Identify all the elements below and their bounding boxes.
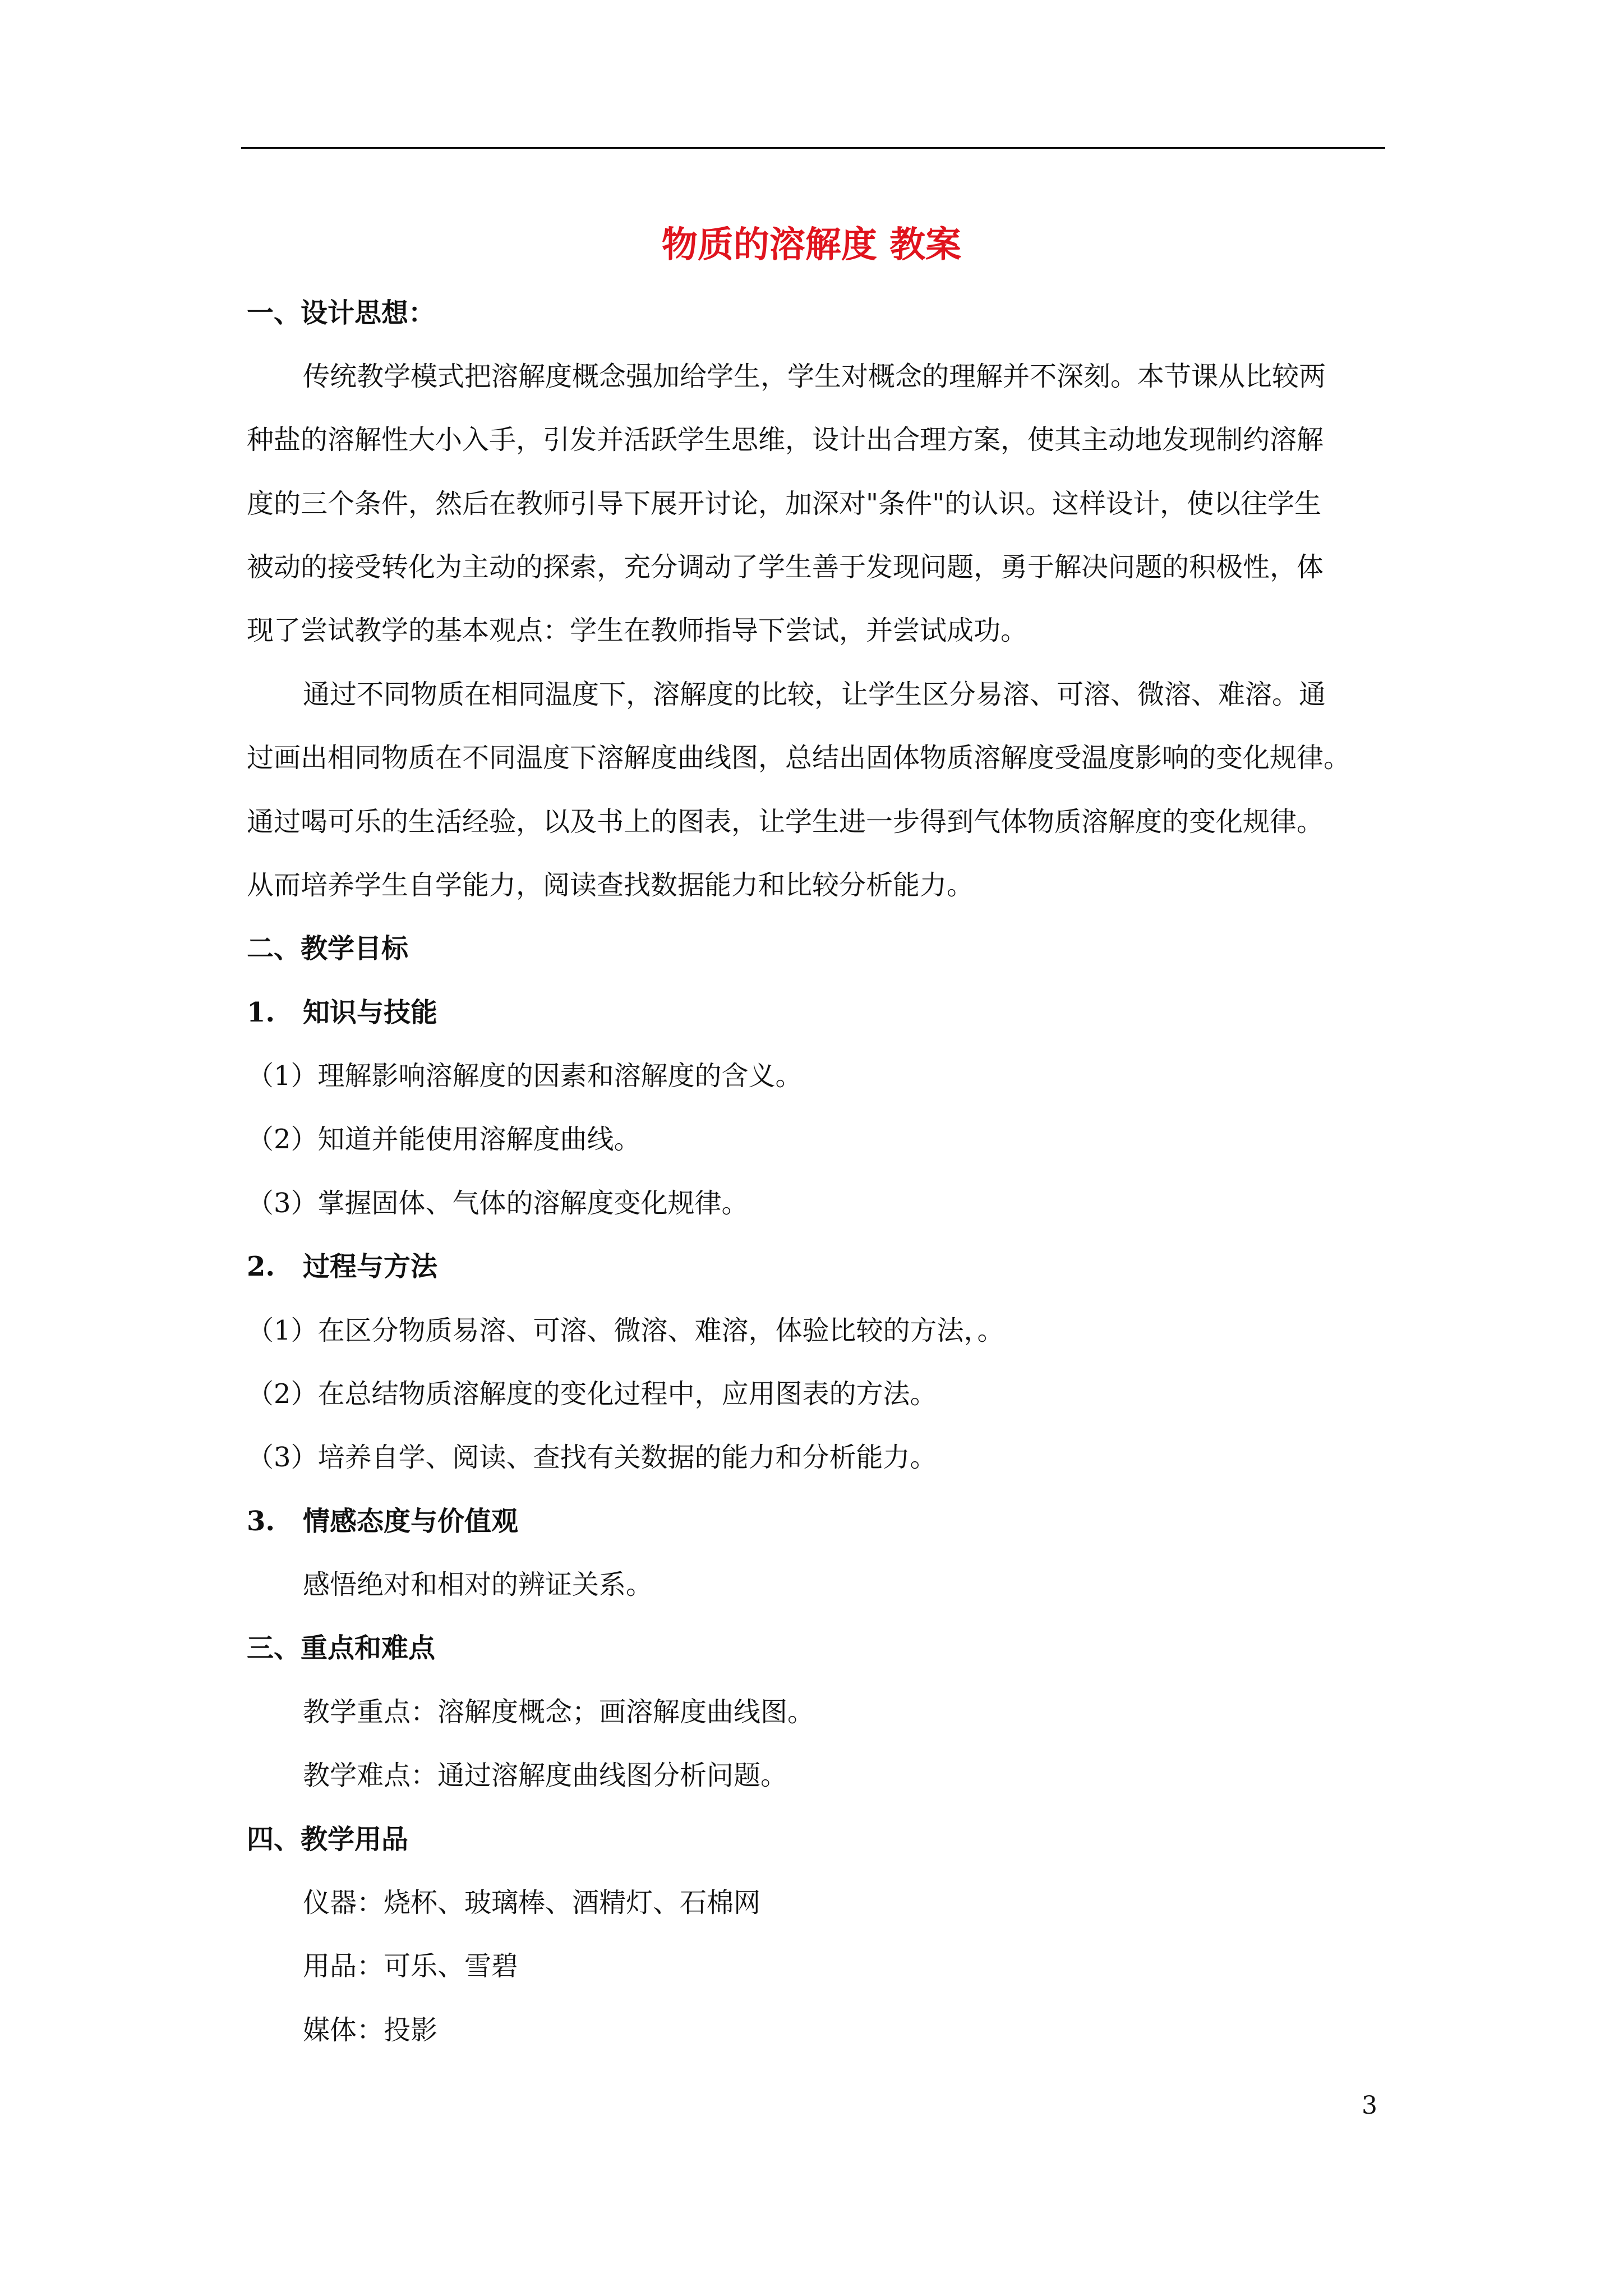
list-item: （2）在总结物质溶解度的变化过程中，应用图表的方法。 (247, 1378, 937, 1410)
document-title: 物质的溶解度 教案 (661, 224, 962, 266)
paragraph-line: 从而培养学生自学能力，阅读查找数据能力和比较分析能力。 (247, 869, 974, 901)
goal-heading-attitude (247, 1504, 518, 1538)
paragraph-line: 通过不同物质在相同温度下，溶解度的比较，让学生区分易溶、可溶、微溶、难溶。通 (303, 679, 1326, 710)
goal-heading-knowledge (247, 996, 437, 1029)
list-item: （3）培养自学、阅读、查找有关数据的能力和分析能力。 (247, 1442, 937, 1473)
section-heading-design: 一、设计思想： (247, 297, 436, 329)
section-heading-supplies: 四、教学用品 (247, 1824, 409, 1855)
paragraph-line: 仪器：烧杯、玻璃棒、酒精灯、石棉网 (303, 1887, 761, 1918)
paragraph-line: 媒体：投影 (303, 2014, 438, 2046)
paragraph-line: 用品：可乐、雪碧 (303, 1950, 519, 1982)
list-item: （2）知道并能使用溶解度曲线。 (247, 1124, 641, 1155)
section-heading-goals: 二、教学目标 (247, 933, 409, 964)
goal-title: 知识与技能 (303, 997, 438, 1028)
paragraph-line: 传统教学模式把溶解度概念强加给学生，学生对概念的理解并不深刻。本节课从比较两 (303, 361, 1326, 392)
goal-heading-process (247, 1250, 437, 1283)
paragraph-line: 教学难点：通过溶解度曲线图分析问题。 (303, 1760, 788, 1791)
goal-title: 情感态度与价值观 (303, 1506, 519, 1537)
paragraph-line: 现了尝试教学的基本观点：学生在教师指导下尝试，并尝试成功。 (247, 615, 1028, 646)
paragraph-line: 感悟绝对和相对的辨证关系。 (303, 1569, 653, 1600)
paragraph-line: 过画出相同物质在不同温度下溶解度曲线图，总结出固体物质溶解度受温度影响的变化规律。 (247, 742, 1351, 774)
paragraph-line: 通过喝可乐的生活经验，以及书上的图表，让学生进一步得到气体物质溶解度的变化规律。 (247, 806, 1324, 838)
paragraph-line: 种盐的溶解性大小入手，引发并活跃学生思维，设计出合理方案，使其主动地发现制约溶解 (247, 424, 1324, 455)
list-item: （1）理解影响溶解度的因素和溶解度的含义。 (247, 1060, 803, 1092)
section-heading-key: 三、重点和难点 (247, 1632, 436, 1664)
page-number: 3 (1362, 2091, 1377, 2120)
list-item: （3）掌握固体、气体的溶解度变化规律。 (247, 1188, 749, 1219)
header-rule (241, 147, 1385, 149)
goal-number: 3. (247, 1506, 275, 1537)
paragraph-line: 教学重点：溶解度概念；画溶解度曲线图。 (303, 1696, 815, 1728)
paragraph-line: 度的三个条件，然后在教师引导下展开讨论，加深对"条件"的认识。这样设计，使以往学生 (247, 488, 1322, 519)
paragraph-line: 被动的接受转化为主动的探索，充分调动了学生善于发现问题，勇于解决问题的积极性，体 (247, 551, 1324, 583)
goal-title: 过程与方法 (303, 1251, 438, 1282)
goal-number: 1. (247, 997, 275, 1028)
list-item: （1）在区分物质易溶、可溶、微溶、难溶，体验比较的方法，。 (247, 1315, 1004, 1346)
goal-number: 2. (247, 1251, 275, 1282)
